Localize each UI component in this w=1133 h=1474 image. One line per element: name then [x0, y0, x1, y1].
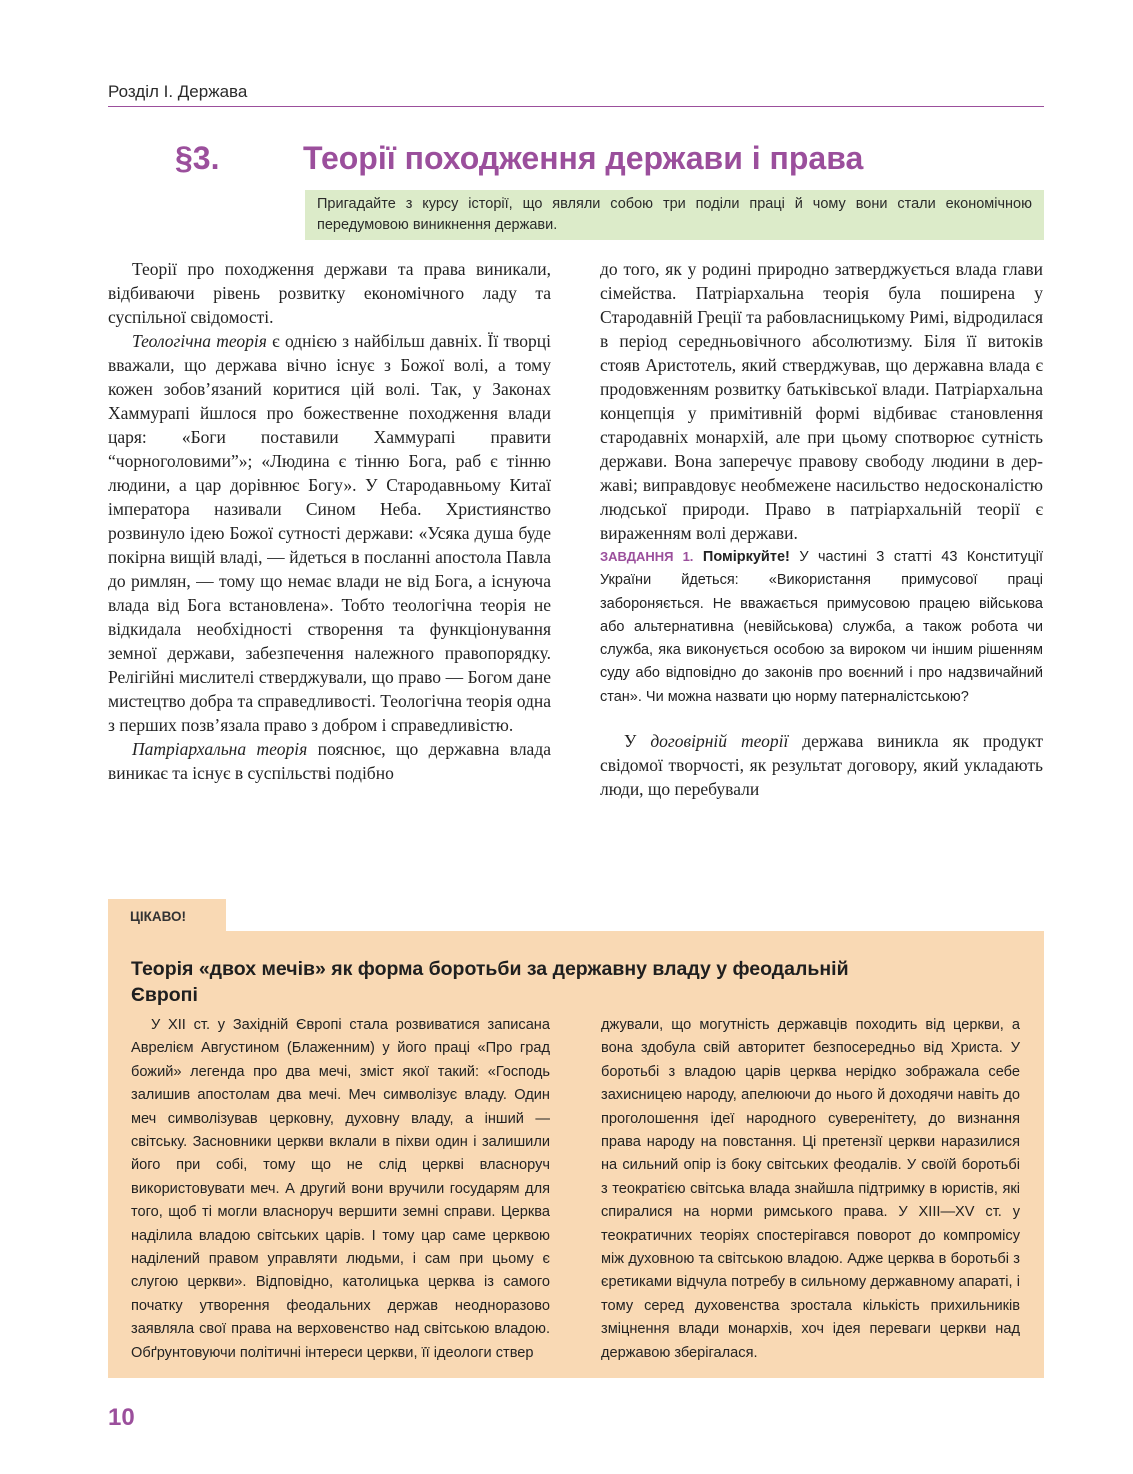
patriarchal-text: пояснює, що державна влада виникає та існує в суспільстві подібно [108, 739, 551, 783]
task-think: Поміркуйте! [702, 549, 790, 565]
interesting-title: Теорія «двох мечів» як форма боротьби за державну владу у феодальній Європі [131, 958, 849, 1006]
right-column [600, 257, 1043, 801]
theological-text: є однією з найбільш давніх. Її творці вважали, що держава вічно існує з Божої волі, а тому кожен зобов’язаний коритися цій волі. Так, у Законах Хаммурапі йшлося про божественне походження влади царя: «Боги поставили Хаммурапі правити “чорноголовими”»; «Людина є тінню Бога, раб є тінню людини, а цар дорівнює Богу». У Стародавньому Китаї імператора називали Сином Неба. Християнство розвинуло ідею Божої сутності держави: «Усяка душа буде покірна вищій владі, — йдеться в посланні апостола Павла до римлян, — тому що немає влади не від Бога, а існуюча влада від Бога встановлена». Тобто теологічна теорія не відкидала необхідності створення та функціонування земної держави, забезпечення належного правопорядку. Релігійні мислителі стверджували, що право — Богом дане мистецтво добра та справедливості. Теологічна теорія одна з перших позв’язала право з добром і справедливістю. [108, 331, 551, 735]
task-text: У частині 3 статті 43 Конституції України йдеться: «Використання примусової праці забороняється. Не вважається примусовою працею військова або альтернативна (невійськова) служба, а також робота чи служба, яка виконується особою за вироком чи іншим рішенням суду або відповідно до законів про воєнний і про надзвичайний стан». Чи можна назвати цю норму патерналістською? [600, 549, 1044, 705]
paragraph-patriarchal-cont: до того, як у родині природно затверджується влада глави сімейства. Патріархальна теорія була поширена у Стародавній Греції та рабовласницькому Римі, відродилася в період середньовічного абсолютизму. Біля її витоків стояв Аристотель, який стверджував, що державна влада є продовженням розвитку батьківської влади. Патріархальна концепція у примітивній формі відбиває становлення стародавніх монархій, але при цьому спотворює сутність держави. Вона заперечує правову свободу людини в державі; виправдовує необмежене насильство недосконалістю людської природи. Право в патріархальній теорії є вираженням волі держави. [600, 259, 1043, 543]
left-column [108, 257, 551, 785]
recall-box: Пригадайте з курсу історії, що являли собою три поділи праці й чому вони стали економічною передумовою виникнення держави. [305, 190, 1044, 240]
page-number: 10 [108, 1404, 135, 1431]
term-contract: договірній теорії [650, 731, 789, 752]
contract-prefix: У [624, 731, 651, 752]
section-title: Теорії походження держави і права [303, 140, 864, 176]
paragraph-contract [600, 729, 1043, 801]
task-label: ЗАВДАННЯ 1. [600, 549, 694, 564]
header-divider [108, 106, 1044, 107]
interesting-left-column [131, 1014, 550, 1365]
interesting-right-text: джували, що могутність державців походить від церкви, а вона здобула свій авторитет безпосередньо від Христа. У боротьбі з владою царів церква нерідко зображала себе захисницею народу, апелюючи до нього й доходячи навіть до проголошення ідеї народного суверенітету, до визнання права народу на повстання. Ці претензії церкви наразилися на сильний опір із боку світських феодалів. У своїй боротьбі з теократією світська влада знайшла підтримку в юристів, які спиралися на норми римського права. У ХІІІ—ХV ст. у теократичних теоріях спостерігався поворот до компромісу між духовною та світською владою. Адже церква в боротьбі з єретиками відчула потребу в сильному державному апараті, і тому серед духовенства зростала кількість прихильників зміцнення влади монархів, хоч ідея переваги церкви над державою зберігалася. [601, 1017, 1020, 1361]
contract-text: держава виникла як продукт свідомої творчості, як результат договору, який укладають люди, що перебували [600, 731, 1043, 800]
paragraph-theological [108, 329, 551, 737]
term-patriarchal: Патріархальна теорія [132, 739, 308, 759]
running-header: Розділ І. Держава [108, 82, 248, 101]
section-number: §3. [175, 140, 220, 176]
interesting-right-column [601, 1014, 1020, 1365]
task-1 [600, 545, 1043, 709]
paragraph-patriarchal [108, 737, 551, 785]
interesting-tab: ЦІКАВО! [108, 899, 226, 931]
interesting-left-text: У ХІІ ст. у Західній Європі стала розвиватися записана Аврелієм Августином (Блаженним) у його праці «Про град божий» легенда про два мечі, зміст якої такий: «Господь залишив апостолам два мечі. Меч символізує владу. Один меч символізував церковну, духовну владу, а інший — світську. Засновники церкви вклали в піхви один і залишили його при собі, тому що не слід церкві власноруч використовувати меч. А другий вони вручили государям для того, щоб ті могли власноруч вершити земні справи. Церква наділила владою світських царів. І тому цар саме церквою наділений правом управляти людьми, і сам при цьому є слугою церкви». Відповідно, католицька церква із самого початку утворення феодальних держав неодноразово заявляла свої права на верховенство над світською владою. Обґрунтовуючи політичні інтереси церкви, її ідеологи ствер [131, 1017, 550, 1361]
paragraph-intro: Теорії про походження держави та права виникали, відбиваючи рівень розвитку економічного ладу та суспільної свідомості. [108, 259, 551, 327]
term-theological: Теологічна теорія [132, 331, 267, 351]
